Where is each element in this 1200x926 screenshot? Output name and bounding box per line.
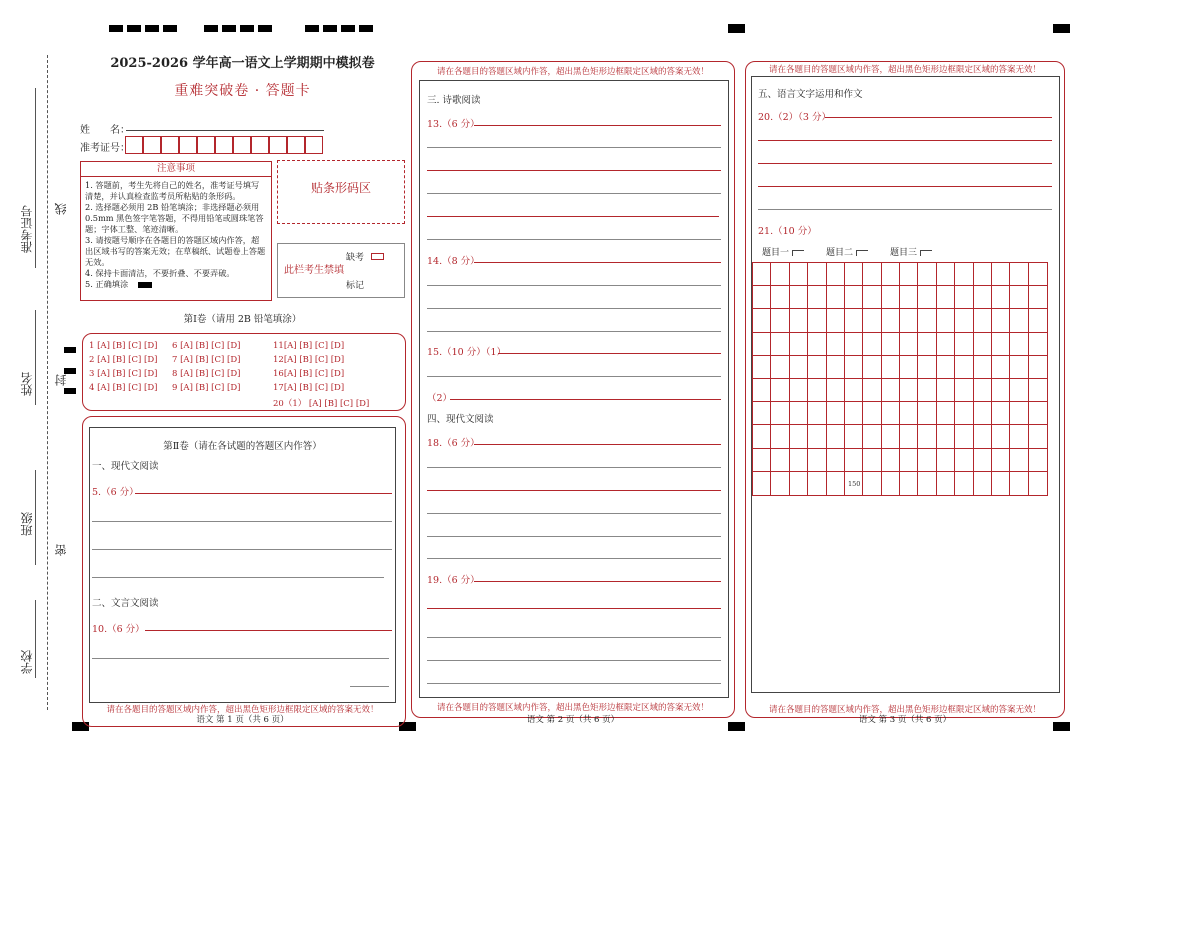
- grid-cell[interactable]: [918, 333, 936, 356]
- grid-cell[interactable]: [827, 263, 845, 286]
- grid-cell[interactable]: [753, 263, 771, 286]
- notice-item: 3. 请按题号顺序在各题目的答题区域内作答，超出区域书写的答案无效；在草稿纸、试题卷上答题无效。: [85, 235, 266, 267]
- mc-box: [82, 333, 406, 411]
- part1-title: 第Ⅰ卷（请用 2B 铅笔填涂）: [183, 314, 302, 325]
- part2-title: 第Ⅱ卷（请在各试题的答题区内作答）: [163, 441, 322, 452]
- grid-cell[interactable]: [1029, 425, 1047, 448]
- timing-mark: [341, 25, 355, 32]
- page3-footer: 语文 第 3 页（共 6 页）: [858, 715, 952, 725]
- grid-cell[interactable]: [827, 449, 845, 472]
- grid-cell[interactable]: [1010, 309, 1028, 332]
- answer-line[interactable]: [758, 209, 1052, 210]
- grid-cell[interactable]: [771, 356, 789, 379]
- side-field-line: [35, 88, 36, 268]
- timing-mark: [1053, 24, 1070, 33]
- grid-cell[interactable]: [900, 472, 918, 495]
- grid-cell[interactable]: [937, 309, 955, 332]
- answer-line[interactable]: [474, 444, 721, 445]
- question-15: 15.（10 分）（1）: [427, 347, 507, 358]
- mc-row[interactable]: 11[A] [B] [C] [D]: [273, 341, 345, 351]
- grid-cell[interactable]: [863, 286, 881, 309]
- answer-line[interactable]: [135, 493, 392, 494]
- grid-cell[interactable]: [955, 356, 973, 379]
- grid-cell[interactable]: [863, 402, 881, 425]
- grid-cell[interactable]: [882, 402, 900, 425]
- notice-item: 1. 答题前，考生先将自己的姓名，准考证号填写清楚，并认真检查监考员所粘贴的条形码。: [85, 180, 260, 201]
- grid-cell[interactable]: [937, 356, 955, 379]
- question-19: 19.（6 分）: [427, 575, 480, 586]
- grid-cell[interactable]: [808, 379, 826, 402]
- mc-row[interactable]: 2 [A] [B] [C] [D]: [89, 355, 158, 365]
- grid-cell[interactable]: [863, 449, 881, 472]
- mc-row[interactable]: 16[A] [B] [C] [D]: [273, 369, 345, 379]
- grid-cell[interactable]: [937, 263, 955, 286]
- grid-cell[interactable]: [790, 379, 808, 402]
- grid-cell[interactable]: [1029, 449, 1047, 472]
- mc-row[interactable]: 1 [A] [B] [C] [D]: [89, 341, 158, 351]
- grid-cell[interactable]: [771, 286, 789, 309]
- name-field[interactable]: [126, 130, 324, 131]
- side-name-label: 姓名: [20, 372, 34, 396]
- grid-cell[interactable]: [955, 286, 973, 309]
- grid-cell[interactable]: [974, 472, 992, 495]
- timing-mark: [305, 25, 319, 32]
- grid-cell[interactable]: [992, 425, 1010, 448]
- mark-label: 标记: [346, 281, 365, 291]
- grid-cell[interactable]: [863, 379, 881, 402]
- mc-row[interactable]: 17[A] [B] [C] [D]: [273, 383, 345, 393]
- grid-cell[interactable]: [863, 333, 881, 356]
- mc-row[interactable]: 6 [A] [B] [C] [D]: [172, 341, 241, 351]
- timing-mark: [240, 25, 254, 32]
- grid-cell[interactable]: [918, 449, 936, 472]
- side-field-line: [35, 600, 36, 678]
- page2-footer: 语文 第 2 页（共 6 页）: [526, 715, 620, 725]
- grid-cell[interactable]: [1010, 425, 1028, 448]
- timing-mark: [359, 25, 373, 32]
- answer-line[interactable]: [427, 376, 721, 377]
- answer-line[interactable]: [427, 608, 721, 609]
- grid-cell[interactable]: [900, 263, 918, 286]
- grid-cell[interactable]: [827, 379, 845, 402]
- grid-cell[interactable]: [992, 356, 1010, 379]
- grid-cell[interactable]: [771, 425, 789, 448]
- answer-line[interactable]: [92, 521, 392, 522]
- topic-2-box[interactable]: [856, 250, 868, 256]
- grid-cell[interactable]: [882, 263, 900, 286]
- side-mi-label: 密: [54, 544, 68, 556]
- grid-cell[interactable]: [955, 402, 973, 425]
- grid-cell[interactable]: [827, 286, 845, 309]
- grid-count-mark: 150: [848, 480, 861, 488]
- grid-cell[interactable]: [753, 356, 771, 379]
- grid-cell[interactable]: [1010, 449, 1028, 472]
- section-language-writing: 五、语言文字运用和作文: [758, 89, 863, 100]
- page1-footer: 语文 第 1 页（共 6 页）: [196, 715, 289, 725]
- grid-cell[interactable]: [918, 263, 936, 286]
- answer-line[interactable]: [427, 239, 721, 240]
- page2-box: [419, 80, 729, 698]
- grid-cell[interactable]: [790, 472, 808, 495]
- grid-cell[interactable]: [992, 402, 1010, 425]
- answer-line[interactable]: [427, 308, 721, 309]
- grid-cell[interactable]: [808, 263, 826, 286]
- grid-cell[interactable]: [974, 379, 992, 402]
- grid-cell[interactable]: [1010, 356, 1028, 379]
- question-15-part2: （2）: [427, 393, 453, 404]
- grid-cell[interactable]: [1010, 472, 1028, 495]
- side-feng-label: 封: [54, 374, 68, 386]
- page3-top-warning: 请在各题目的答题区域内作答，超出黑色矩形边框限定区域的答案无效！: [768, 65, 1041, 75]
- notice-item: 4. 保持卡面清洁，不要折叠、不要弄破。: [85, 268, 235, 278]
- side-mark: [64, 388, 76, 394]
- mc-row[interactable]: 8 [A] [B] [C] [D]: [172, 369, 241, 379]
- grid-cell[interactable]: [753, 286, 771, 309]
- fill-example: [138, 282, 152, 288]
- grid-cell[interactable]: [882, 356, 900, 379]
- absent-box: [277, 243, 405, 298]
- grid-cell[interactable]: [790, 286, 808, 309]
- grid-cell[interactable]: [790, 402, 808, 425]
- absent-label: 缺考: [346, 253, 365, 263]
- grid-cell[interactable]: [937, 402, 955, 425]
- grid-cell[interactable]: [900, 356, 918, 379]
- grid-cell[interactable]: [937, 425, 955, 448]
- mc-row[interactable]: 4 [A] [B] [C] [D]: [89, 383, 158, 393]
- absent-forbid-label: 此栏考生禁填: [284, 265, 344, 276]
- grid-cell[interactable]: [974, 263, 992, 286]
- answer-line[interactable]: [427, 558, 721, 559]
- answer-line[interactable]: [427, 467, 721, 468]
- timing-mark: [258, 25, 272, 32]
- grid-cell[interactable]: [845, 356, 863, 379]
- grid-cell[interactable]: [1010, 402, 1028, 425]
- grid-cell[interactable]: [808, 356, 826, 379]
- grid-cell[interactable]: [955, 425, 973, 448]
- grid-cell[interactable]: [863, 472, 881, 495]
- grid-cell[interactable]: [992, 379, 1010, 402]
- timing-mark: [109, 25, 123, 32]
- grid-cell[interactable]: [827, 402, 845, 425]
- grid-cell[interactable]: [918, 472, 936, 495]
- grid-cell[interactable]: [992, 472, 1010, 495]
- topic-2-label: 题目二: [826, 248, 854, 258]
- answer-line[interactable]: [498, 353, 721, 354]
- mc-row[interactable]: 20（1） [A] [B] [C] [D]: [273, 399, 370, 409]
- question-13: 13.（6 分）: [427, 119, 480, 130]
- grid-cell[interactable]: [900, 286, 918, 309]
- grid-cell[interactable]: [771, 309, 789, 332]
- answer-line[interactable]: [474, 581, 721, 582]
- grid-cell[interactable]: [937, 379, 955, 402]
- side-mark: [64, 347, 76, 353]
- mc-row[interactable]: 3 [A] [B] [C] [D]: [89, 369, 158, 379]
- grid-cell[interactable]: [790, 333, 808, 356]
- mc-row[interactable]: 12[A] [B] [C] [D]: [273, 355, 345, 365]
- answer-line[interactable]: [758, 140, 1052, 141]
- answer-line[interactable]: [427, 170, 721, 171]
- grid-cell[interactable]: [827, 356, 845, 379]
- side-class-label: 班级: [20, 512, 34, 536]
- grid-cell[interactable]: [955, 379, 973, 402]
- answer-line[interactable]: [450, 399, 721, 400]
- grid-cell[interactable]: [918, 356, 936, 379]
- answer-line[interactable]: [145, 630, 392, 631]
- timing-mark: [222, 25, 236, 32]
- grid-cell[interactable]: [900, 309, 918, 332]
- question-14: 14.（8 分）: [427, 256, 480, 267]
- grid-cell[interactable]: [992, 449, 1010, 472]
- binding-line: [47, 55, 48, 710]
- grid-cell[interactable]: [827, 425, 845, 448]
- grid-cell[interactable]: [937, 286, 955, 309]
- grid-cell[interactable]: [771, 379, 789, 402]
- answer-line[interactable]: [427, 536, 721, 537]
- grid-cell[interactable]: [882, 286, 900, 309]
- grid-cell[interactable]: [918, 379, 936, 402]
- timing-mark: [163, 25, 177, 32]
- grid-cell[interactable]: [790, 425, 808, 448]
- notice-box: [80, 161, 272, 301]
- grid-cell[interactable]: [808, 333, 826, 356]
- timing-mark: [127, 25, 141, 32]
- grid-cell[interactable]: [845, 333, 863, 356]
- grid-cell[interactable]: [1029, 356, 1047, 379]
- side-field-line: [35, 310, 36, 405]
- grid-cell[interactable]: [771, 472, 789, 495]
- side-id-label: 准考证号: [20, 205, 34, 253]
- answer-line[interactable]: [427, 683, 721, 684]
- exam-subtitle: 重难突破卷 · 答题卡: [174, 83, 311, 99]
- page3-warning: 请在各题目的答题区域内作答，超出黑色矩形边框限定区域的答案无效！: [768, 705, 1041, 715]
- answer-line[interactable]: [427, 660, 721, 661]
- grid-cell[interactable]: [900, 379, 918, 402]
- id-cells[interactable]: [125, 136, 326, 154]
- grid-cell[interactable]: [771, 263, 789, 286]
- grid-cell[interactable]: [1029, 379, 1047, 402]
- grid-cell[interactable]: [918, 286, 936, 309]
- grid-cell[interactable]: [918, 425, 936, 448]
- section-modern-reading-2: 四、现代文阅读: [427, 414, 494, 425]
- grid-cell[interactable]: [771, 449, 789, 472]
- topic-1-label: 题目一: [762, 248, 790, 258]
- mc-row[interactable]: 7 [A] [B] [C] [D]: [172, 355, 241, 365]
- grid-cell[interactable]: [1029, 333, 1047, 356]
- notice-item: 5. 正确填涂: [85, 279, 129, 289]
- answer-line[interactable]: [427, 637, 721, 638]
- grid-cell[interactable]: [992, 333, 1010, 356]
- grid-cell[interactable]: [937, 472, 955, 495]
- topic-selector[interactable]: [762, 245, 932, 258]
- answer-line[interactable]: [92, 658, 389, 659]
- grid-cell[interactable]: [955, 263, 973, 286]
- grid-cell[interactable]: [1010, 263, 1028, 286]
- grid-cell[interactable]: [753, 309, 771, 332]
- answer-line[interactable]: [758, 186, 1052, 187]
- answer-line[interactable]: [427, 331, 721, 332]
- grid-cell[interactable]: [845, 449, 863, 472]
- grid-cell[interactable]: [771, 402, 789, 425]
- grid-cell[interactable]: [1010, 333, 1028, 356]
- composition-grid[interactable]: [752, 262, 1048, 496]
- answer-line[interactable]: [92, 577, 384, 578]
- grid-cell[interactable]: [753, 379, 771, 402]
- page1-warning: 请在各题目的答题区域内作答，超出黑色矩形边框限定区域的答案无效！: [106, 705, 379, 715]
- grid-cell[interactable]: [882, 449, 900, 472]
- grid-cell[interactable]: [882, 309, 900, 332]
- grid-cell[interactable]: [863, 263, 881, 286]
- grid-cell[interactable]: [827, 333, 845, 356]
- timing-mark: [728, 24, 745, 33]
- absent-checkbox[interactable]: [371, 253, 384, 260]
- grid-cell[interactable]: [900, 449, 918, 472]
- grid-cell[interactable]: [808, 286, 826, 309]
- barcode-area: [277, 160, 405, 224]
- section-modern-reading: 一、现代文阅读: [92, 461, 159, 472]
- section-classical-reading: 二、文言文阅读: [92, 598, 159, 609]
- grid-cell[interactable]: [1029, 472, 1047, 495]
- question-5: 5.（6 分）: [92, 487, 139, 498]
- grid-cell[interactable]: [882, 333, 900, 356]
- grid-cell[interactable]: [863, 309, 881, 332]
- grid-cell[interactable]: [790, 263, 808, 286]
- name-label: 姓 名：: [80, 125, 130, 136]
- grid-cell[interactable]: [845, 402, 863, 425]
- grid-cell[interactable]: [808, 449, 826, 472]
- answer-line[interactable]: [427, 147, 721, 148]
- grid-cell[interactable]: [992, 309, 1010, 332]
- notice-item: 2. 选择题必须用 2B 铅笔填涂；非选择题必须用 0.5mm 黑色签字笔答题，不得用铅笔或圆珠笔答题；字体工整、笔迹清晰。: [85, 202, 264, 234]
- grid-cell[interactable]: [955, 472, 973, 495]
- grid-cell[interactable]: [992, 263, 1010, 286]
- question-18: 18.（6 分）: [427, 438, 480, 449]
- mc-row[interactable]: 9 [A] [B] [C] [D]: [172, 383, 241, 393]
- answer-line[interactable]: [427, 490, 721, 491]
- id-label: 准考证号：: [80, 143, 130, 154]
- grid-cell[interactable]: [937, 449, 955, 472]
- answer-line[interactable]: [474, 125, 721, 126]
- side-field-line: [35, 470, 36, 565]
- answer-line[interactable]: [427, 216, 719, 217]
- grid-cell[interactable]: [974, 425, 992, 448]
- grid-cell[interactable]: [845, 286, 863, 309]
- page2-warning: 请在各题目的答题区域内作答，超出黑色矩形边框限定区域的答案无效！: [436, 703, 709, 713]
- grid-cell[interactable]: [974, 356, 992, 379]
- barcode-label: 贴条形码区: [310, 181, 371, 195]
- grid-cell[interactable]: [1029, 263, 1047, 286]
- grid-cell[interactable]: [808, 472, 826, 495]
- grid-cell[interactable]: [900, 333, 918, 356]
- timing-mark: [323, 25, 337, 32]
- grid-cell[interactable]: [1010, 286, 1028, 309]
- grid-cell[interactable]: [1029, 402, 1047, 425]
- grid-cell[interactable]: [790, 449, 808, 472]
- grid-cell[interactable]: [753, 425, 771, 448]
- grid-cell[interactable]: [974, 333, 992, 356]
- grid-cell[interactable]: [827, 309, 845, 332]
- grid-cell[interactable]: [900, 402, 918, 425]
- grid-cell[interactable]: [992, 286, 1010, 309]
- answer-line[interactable]: [427, 513, 721, 514]
- section-poetry: 三. 诗歌阅读: [427, 95, 481, 106]
- grid-cell[interactable]: [882, 379, 900, 402]
- topic-1-box[interactable]: [792, 250, 804, 256]
- grid-cell[interactable]: [753, 449, 771, 472]
- question-21: 21.（10 分）: [758, 226, 817, 237]
- grid-cell[interactable]: [955, 449, 973, 472]
- grid-cell[interactable]: [1010, 379, 1028, 402]
- grid-cell[interactable]: [974, 402, 992, 425]
- grid-cell[interactable]: [863, 425, 881, 448]
- grid-cell[interactable]: [845, 309, 863, 332]
- question-20: 20.（2）（3 分）: [758, 112, 831, 123]
- grid-cell[interactable]: [771, 333, 789, 356]
- grid-cell[interactable]: [937, 333, 955, 356]
- notice-title: 注意事项: [81, 162, 271, 177]
- grid-cell[interactable]: [845, 425, 863, 448]
- answer-line[interactable]: [474, 262, 721, 263]
- side-school-label: 学校: [20, 650, 34, 674]
- grid-cell[interactable]: [845, 379, 863, 402]
- grid-cell[interactable]: [900, 425, 918, 448]
- grid-cell[interactable]: [790, 356, 808, 379]
- grid-cell[interactable]: [974, 286, 992, 309]
- grid-cell[interactable]: [753, 402, 771, 425]
- grid-cell[interactable]: [882, 425, 900, 448]
- question-10: 10.（6 分）: [92, 624, 145, 635]
- grid-cell[interactable]: [753, 472, 771, 495]
- grid-cell[interactable]: [974, 309, 992, 332]
- topic-3-box[interactable]: [920, 250, 932, 256]
- grid-cell[interactable]: [955, 309, 973, 332]
- topic-3-label: 题目三: [890, 248, 918, 258]
- grid-cell[interactable]: [1029, 309, 1047, 332]
- grid-cell[interactable]: [808, 425, 826, 448]
- grid-cell[interactable]: [955, 333, 973, 356]
- grid-cell[interactable]: [1029, 286, 1047, 309]
- grid-cell[interactable]: [863, 356, 881, 379]
- page2-top-warning: 请在各题目的答题区域内作答，超出黑色矩形边框限定区域的答案无效！: [436, 67, 709, 77]
- grid-cell[interactable]: [918, 402, 936, 425]
- grid-cell[interactable]: [790, 309, 808, 332]
- answer-line[interactable]: [350, 686, 389, 687]
- grid-cell[interactable]: [882, 472, 900, 495]
- timing-mark: [145, 25, 159, 32]
- answer-line[interactable]: [758, 163, 1052, 164]
- grid-cell[interactable]: [808, 402, 826, 425]
- grid-cell[interactable]: [918, 309, 936, 332]
- grid-cell[interactable]: [808, 309, 826, 332]
- grid-cell[interactable]: [827, 472, 845, 495]
- timing-mark: [204, 25, 218, 32]
- answer-line[interactable]: [92, 549, 392, 550]
- exam-title: 2025-2026 学年高一语文上学期期中模拟卷: [110, 56, 375, 71]
- grid-cell[interactable]: [845, 263, 863, 286]
- side-xian-label: 线: [54, 203, 68, 215]
- grid-cell[interactable]: [974, 449, 992, 472]
- answer-line[interactable]: [825, 117, 1052, 118]
- grid-cell[interactable]: [753, 333, 771, 356]
- answer-line[interactable]: [427, 285, 721, 286]
- answer-line[interactable]: [427, 193, 721, 194]
